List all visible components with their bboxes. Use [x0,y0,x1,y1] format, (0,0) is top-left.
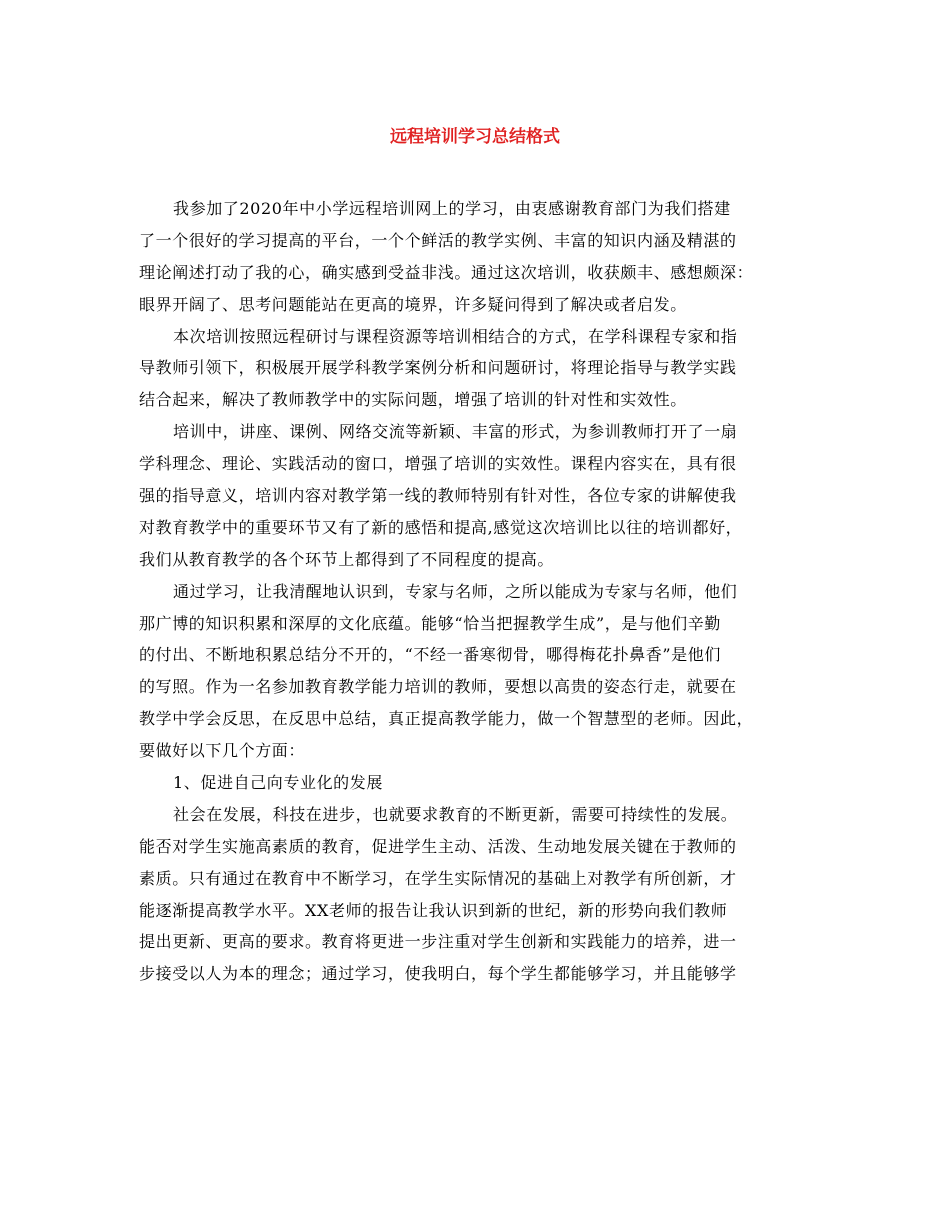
text-line: 提出更新、更高的要求。教育将更进一步注重对学生创新和实践能力的培养，进一 [139,932,737,952]
text-line: 我参加了2020年中小学远程培训网上的学习，由衷感谢教育部门为我们搭建 [173,199,731,218]
text-line: 对教育教学中的重要环节又有了新的感悟和提高,感觉这次培训比以往的培训都好， [139,517,743,537]
paragraph [139,767,819,799]
text-line: 结合起来，解决了教师教学中的实际问题，增强了培训的针对性和实效性。 [139,390,687,410]
document-body [139,193,819,990]
paragraph [139,576,819,767]
text-line: 强的指导意义，培训内容对教学第一线的教师特别有针对性，各位专家的讲解使我 [139,486,737,506]
text-line: 社会在发展，科技在进步，也就要求教育的不断更新，需要可持续性的发展。 [173,804,738,824]
text-line: 了一个很好的学习提高的平台，一个个鲜活的教学实例、丰富的知识内涵及精湛的 [139,230,737,250]
text-line: 的写照。作为一名参加教育教学能力培训的教师，要想以高贵的姿态行走，就要在 [139,677,737,697]
text-line: 教学中学会反思，在反思中总结，真正提高教学能力，做一个智慧型的老师。因此， [139,709,754,729]
text-line: 通过学习，让我清醒地认识到，专家与名师，之所以能成为专家与名师，他们 [173,581,738,601]
text-line: 培训中，讲座、课例、网络交流等新颖、丰富的形式，为参训教师打开了一扇 [173,422,738,442]
text-line: 那广博的知识积累和深厚的文化底蕴。能够“恰当把握教学生成”，是与他们辛勤 [139,613,721,633]
text-line: 的付出、不断地积累总结分不开的，“不经一番寒彻骨，哪得梅花扑鼻香”是他们 [139,645,721,665]
text-line: 素质。只有通过在教育中不断学习，在学生实际情况的基础上对教学有所创新，才 [139,868,737,888]
text-line: 导教师引领下，积极展开展学科教学案例分析和问题研讨，将理论指导与教学实践 [139,358,737,378]
text-line: 要做好以下几个方面： [139,741,306,761]
paragraph [139,193,819,321]
text-line: 步接受以人为本的理念；通过学习，使我明白，每个学生都能够学习，并且能够学 [139,964,737,984]
text-line: 能逐渐提高教学水平。XX老师的报告让我认识到新的世纪，新的形势向我们教师 [139,900,728,920]
text-line: 眼界开阔了、思考问题能站在更高的境界，许多疑问得到了解决或者启发。 [139,294,687,314]
text-line: 能否对学生实施高素质的教育，促进学生主动、活泼、生动地发展关键在于教师的 [139,836,737,856]
text-line: 我们从教育教学的各个环节上都得到了不同程度的提高。 [139,549,555,569]
text-line: 1、促进自己向专业化的发展 [173,773,383,793]
paragraph [139,416,819,575]
text-line: 本次培训按照远程研讨与课程资源等培训相结合的方式，在学科课程专家和指 [173,326,738,346]
document-title: 远程培训学习总结格式 [390,127,560,147]
paragraph [139,321,819,417]
text-line: 理论阐述打动了我的心，确实感到受益非浅。通过这次培训，收获颇丰、感想颇深： [139,262,754,282]
text-line: 学科理念、理论、实践活动的窗口，增强了培训的实效性。课程内容实在，具有很 [139,454,737,474]
paragraph [139,799,819,990]
